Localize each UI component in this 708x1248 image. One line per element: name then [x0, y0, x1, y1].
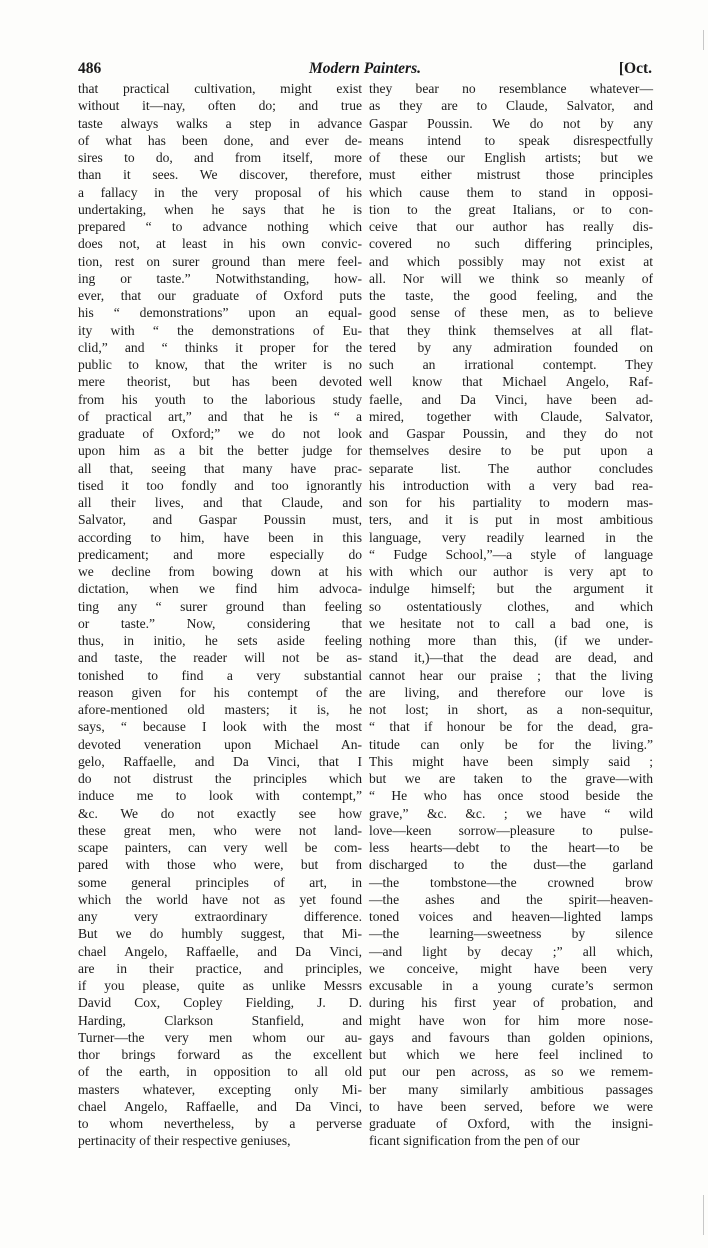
text-line: chael Angelo, Raffaelle, and Da Vinci, — [78, 1098, 362, 1114]
text-line: themselves desire to be put upon a — [369, 443, 653, 459]
text-line: ity with “ the demonstrations of Eu- — [78, 322, 362, 338]
text-line: which the world have not as yet found — [78, 891, 362, 907]
text-line: of practical art,” and that he is “ a — [78, 408, 362, 424]
text-line: ters, and it is put in most ambitious — [369, 512, 653, 528]
text-line: mere theorist, but has been devoted — [78, 374, 362, 390]
text-line: Salvator, and Gaspar Poussin must, — [78, 512, 362, 528]
text-line: sires to do, and from itself, more — [78, 150, 362, 165]
right-text-column — [369, 80, 653, 1150]
text-line: devoted veneration upon Michael An- — [78, 736, 362, 752]
text-line: induce me to look with contempt,” — [78, 788, 362, 804]
text-line: so ostentatiously clothes, and which — [369, 598, 653, 614]
text-line: reason given for his contempt of the — [78, 684, 362, 700]
text-line: &c. We do not exactly see how — [78, 805, 362, 821]
text-line: graduate of Oxford, with the insigni- — [369, 1116, 653, 1131]
text-line: stand it,)—that the dead are dead, and — [369, 650, 653, 666]
text-line: graduate of Oxford;” we do not look — [78, 426, 362, 441]
text-line: but which we here feel inclined to — [369, 1047, 653, 1062]
text-line: with which our author is very apt to — [369, 564, 653, 579]
text-line: excusable in a young curate’s sermon — [369, 978, 653, 993]
text-line: during his first year of probation, and — [369, 995, 653, 1011]
text-line: put our pen across, as so we remem- — [369, 1064, 653, 1080]
text-line: discharged to the dust—the garland — [369, 857, 653, 873]
text-line: his “ demonstrations” upon an equal- — [78, 305, 362, 321]
text-line: This might have been simply said ; — [369, 753, 653, 769]
text-line: tised it too fondly and too ignorantly — [78, 477, 362, 493]
text-line: afore-mentioned old masters; it is, he — [78, 702, 362, 717]
text-line: as they are to Claude, Salvator, and — [369, 98, 653, 114]
text-line: good sense of these men, as to believe — [369, 305, 653, 321]
text-line: Gaspar Poussin. We do not by any — [369, 115, 653, 131]
running-month: [Oct. — [618, 60, 652, 77]
page-header — [78, 60, 652, 82]
text-line: which cause them to stand in opposi- — [369, 184, 653, 200]
text-line: ficant signification from the pen of our — [369, 1133, 580, 1149]
text-line: and taste, the reader will not be as- — [78, 650, 362, 666]
text-line: ever, that our graduate of Oxford puts — [78, 288, 362, 303]
text-line: ing or taste.” Notwithstanding, how- — [78, 270, 362, 286]
text-line: but we are taken to the grave—with — [369, 771, 653, 786]
text-line: means intend to speak disrespectfully — [369, 132, 653, 148]
text-line: we conceive, might have been very — [369, 960, 653, 976]
text-line: titude can only be for the living.” — [369, 736, 653, 752]
text-line: —the tombstone—the crowned brow — [369, 874, 653, 890]
text-line: must either mistrust those principles — [369, 167, 653, 183]
text-line: all. Nor will we think so meanly of — [369, 270, 653, 286]
text-line: or taste.” Now, considering that — [78, 615, 362, 631]
text-line: pertinacity of their respective geniuses, — [78, 1133, 291, 1149]
text-line: son for his partiality to modern mas- — [369, 495, 653, 510]
left-text-column — [78, 80, 362, 1150]
text-line: thor brings forward as the excellent — [78, 1047, 362, 1062]
text-line: nothing more than this, (if we under- — [369, 633, 653, 648]
text-line: to whom nevertheless, by a perverse — [78, 1116, 362, 1131]
text-line: ceive that our author has really dis- — [369, 219, 653, 234]
text-line: masters whatever, excepting only Mi- — [78, 1081, 362, 1097]
text-line: “ that if honour be for the dead, gra- — [369, 719, 653, 735]
text-line: taste always walks a step in advance — [78, 115, 362, 131]
text-line: all that, seeing that many have prac- — [78, 460, 362, 476]
text-line: according to him, have been in this — [78, 529, 362, 545]
text-line: that they think themselves at all flat- — [369, 322, 653, 338]
text-line: language, very readily learned in the — [369, 529, 653, 545]
text-line: tion to the great Italians, or to con- — [369, 201, 653, 217]
text-line: of what has been done, and ever de- — [78, 132, 362, 148]
text-line: they bear no resemblance whatever— — [369, 81, 653, 96]
text-line: David Cox, Copley Fielding, J. D. — [78, 995, 362, 1011]
text-line: some general principles of art, in — [78, 874, 362, 890]
text-line: does not, at least in his own convic- — [78, 236, 362, 252]
text-line: ber many similarly ambitious passages — [369, 1081, 653, 1097]
text-line: if you please, quite as unlike Messrs — [78, 978, 362, 993]
text-line: that practical cultivation, might exist — [78, 81, 362, 96]
text-line: are living, and therefore our love is — [369, 684, 653, 700]
text-line: says, “ because I look with the most — [78, 719, 362, 735]
page-number: 486 — [78, 60, 102, 77]
text-line: of these our English artists; but we — [369, 150, 653, 165]
text-line: less hearts—debt to the heart—to be — [369, 840, 653, 855]
text-line: upon him as a bit the better judge for — [78, 443, 362, 459]
text-line: his introduction with a very bad rea- — [369, 477, 653, 493]
text-line: all their lives, and that Claude, and — [78, 495, 362, 510]
running-title: Modern Painters. — [309, 60, 421, 77]
text-line: love—keen sorrow—pleasure to pulse- — [369, 822, 653, 838]
text-line: not lost; in short, as a non-sequitur, — [369, 702, 653, 717]
text-line: Turner—the very men whom our au- — [78, 1029, 362, 1045]
text-line: toned voices and heaven—lighted lamps — [369, 909, 653, 924]
text-line: clid,” and “ thinks it proper for the — [78, 339, 362, 355]
text-line: well know that Michael Angelo, Raf- — [369, 374, 653, 390]
text-line: we hesitate not to call a bad one, is — [369, 615, 653, 631]
text-line: of the earth, in opposition to all old — [78, 1064, 362, 1080]
text-line: do not distrust the principles which — [78, 771, 362, 786]
text-line: to have been served, before we were — [369, 1098, 653, 1114]
text-line: thus, in initio, he sets aside feeling — [78, 633, 362, 648]
text-line: any very extraordinary difference. — [78, 909, 362, 924]
text-line: Harding, Clarkson Stanfield, and — [78, 1012, 362, 1028]
text-line: gelo, Raffaelle, and Da Vinci, that I — [78, 753, 362, 769]
text-line: dictation, when we find him advoca- — [78, 581, 362, 597]
text-line: scape painters, can very well be com- — [78, 840, 362, 855]
text-line: such an irrational contempt. They — [369, 357, 653, 372]
text-line: a fallacy in the very proposal of his — [78, 184, 362, 200]
text-line: might have won for him more nose- — [369, 1012, 653, 1028]
text-line: and which possibly may not exist at — [369, 253, 653, 269]
text-line: But we do humbly suggest, that Mi- — [78, 926, 362, 942]
text-line: mired, together with Claude, Salvator, — [369, 408, 653, 424]
text-line: and Gaspar Poussin, and they do not — [369, 426, 653, 441]
page-edge-mark — [703, 30, 704, 50]
text-line: “ Fudge School,”—a style of language — [369, 546, 653, 562]
text-line: than it sees. We discover, therefore, — [78, 167, 362, 183]
text-line: —the ashes and the spirit—heaven- — [369, 891, 653, 907]
text-line: cannot hear our praise ; that the living — [369, 667, 653, 683]
text-line: predicament; and more especially do — [78, 546, 362, 562]
text-line: prepared “ to advance nothing which — [78, 219, 362, 234]
text-line: grave,” &c. &c. ; we have “ wild — [369, 805, 653, 821]
text-line: chael Angelo, Raffaelle, and Da Vinci, — [78, 943, 362, 959]
text-line: public to know, that the writer is no — [78, 357, 362, 372]
text-line: gays and favours than golden opinions, — [369, 1029, 653, 1045]
page-edge-mark — [703, 1195, 704, 1235]
text-line: we decline from bowing down at his — [78, 564, 362, 579]
text-line: are in their practice, and principles, — [78, 960, 362, 976]
text-line: undertaking, when he says that he is — [78, 201, 362, 217]
text-line: —and light by decay ;” all which, — [369, 943, 653, 959]
text-line: faelle, and Da Vinci, have been ad- — [369, 391, 653, 407]
text-line: —the learning—sweetness by silence — [369, 926, 653, 942]
text-line: covered no such differing principles, — [369, 236, 653, 252]
text-line: the taste, the good feeling, and the — [369, 288, 653, 303]
text-line: these great men, who were not land- — [78, 822, 362, 838]
text-line: without it—nay, often do; and true — [78, 98, 362, 114]
text-line: separate list. The author concludes — [369, 460, 653, 476]
text-line: indulge himself; but the argument it — [369, 581, 653, 597]
text-line: tion, rest on surer ground than mere feel- — [78, 253, 362, 269]
text-line: ting any “ surer ground than feeling — [78, 598, 362, 614]
text-line: from his youth to the laborious study — [78, 391, 362, 407]
text-line: “ He who has once stood beside the — [369, 788, 653, 804]
text-line: pared with those who were, but from — [78, 857, 362, 873]
text-line: tonished to find a very substantial — [78, 667, 362, 683]
text-line: tered by any admiration founded on — [369, 339, 653, 355]
